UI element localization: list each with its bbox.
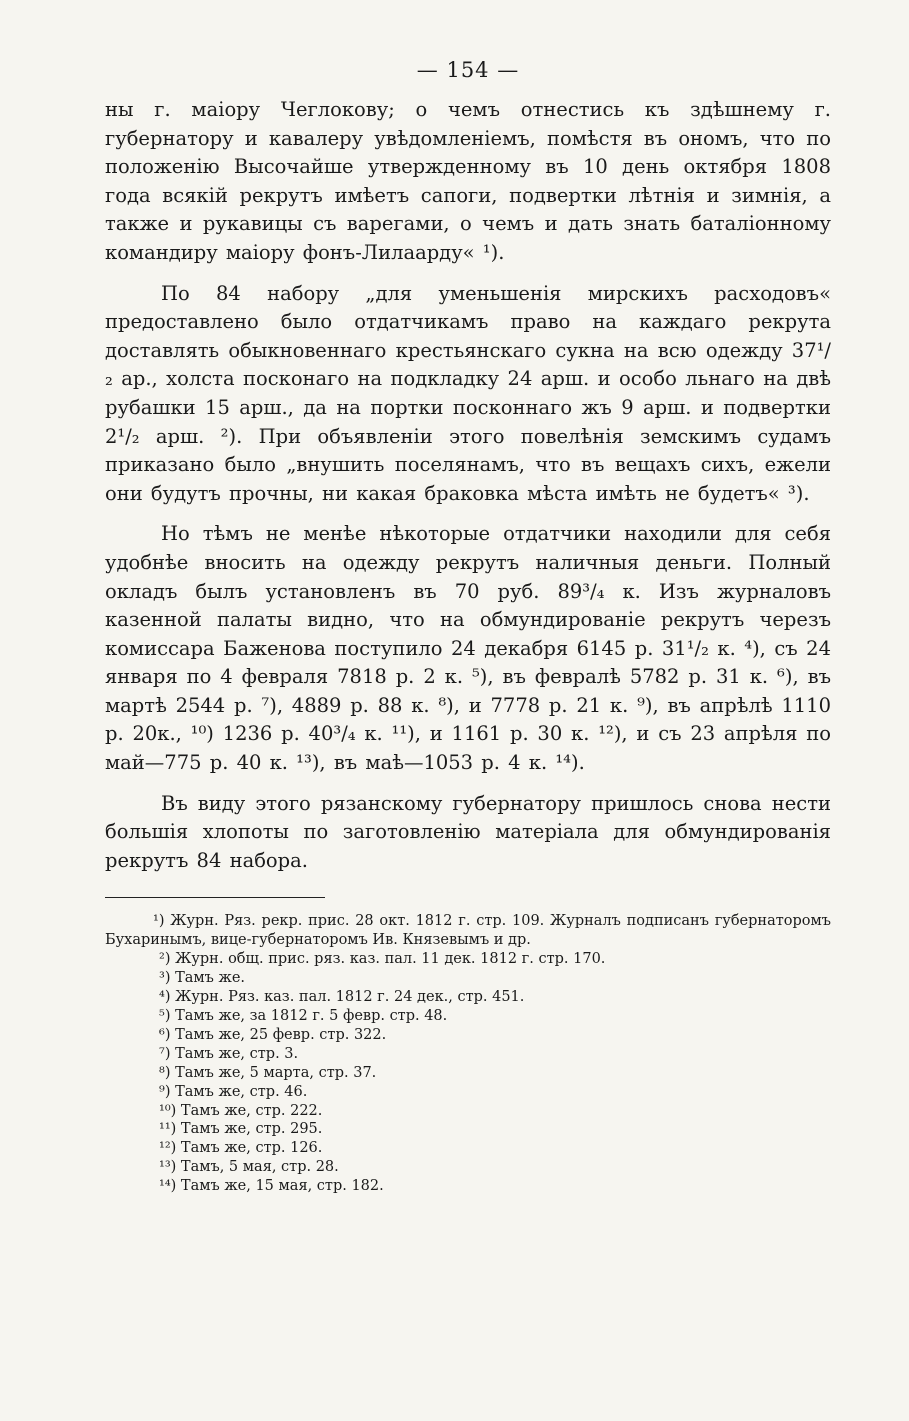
footnote: ¹³) Тамъ, 5 мая, стр. 28. (159, 1159, 339, 1176)
footnote: ⁸) Тамъ же, 5 марта, стр. 37. (159, 1064, 377, 1081)
footnote: ⁴) Журн. Ряз. каз. пал. 1812 г. 24 дек., стр. 451. (159, 989, 525, 1006)
footnote: ¹¹) Тамъ же, стр. 295. (159, 1121, 323, 1138)
paragraph: Но тѣмъ не менѣе нѣкоторые отдатчики находили для себя удобнѣе вносить на одежду рекрутъ наличныя деньги. Полный окладъ былъ установленъ въ 70 руб. 89³/₄ к. Изъ журналовъ казенной палаты видно, что на обмундированіе рекрутъ черезъ комиссара Баженова поступило 24 декабря 6145 р. 31¹/₂ к. ⁴), съ 24 января по 4 февраля 7818 р. 2 к. ⁵), въ февралѣ 5782 р. 31 к. ⁶), въ мартѣ 2544 р. ⁷), 4889 р. 88 к. ⁸), и 7778 р. 21 к. ⁹), въ апрѣлѣ 1110 р. 20к., ¹⁰) 1236 р. 40³/₄ к. ¹¹), и 1161 р. 30 к. ¹²), и съ 23 апрѣля по май—775 р. 40 к. ¹³), въ маѣ—1053 р. 4 к. ¹⁴). (105, 522, 831, 775)
footnote: ¹) Журн. Ряз. рекр. прис. 28 окт. 1812 г. стр. 109. Журналъ подписанъ губернаторомъ Бухаринымъ, вице-губернаторомъ Ив. Князевымъ и др. (105, 913, 831, 949)
footnote: ²) Журн. общ. прис. ряз. каз. пал. 11 дек. 1812 г. стр. 170. (159, 951, 606, 968)
footnote-divider (105, 897, 325, 898)
footnote: ⁵) Тамъ же, за 1812 г. 5 февр. стр. 48. (159, 1007, 448, 1024)
footnote: ⁹) Тамъ же, стр. 46. (159, 1083, 308, 1100)
footnote: ¹⁴) Тамъ же, 15 мая, стр. 182. (159, 1178, 384, 1195)
paragraph: По 84 набору „для уменьшенія мирскихъ расходовъ« предоставлено было отдатчикамъ право на каждаго рекрута доставлять обыкновеннаго крестьянскаго сукна на всю одежду 37¹/₂ ар., холста посконаго на подкладку 24 арш. и особо льнаго на двѣ рубашки 15 арш., да на портки посконнаго жъ 9 арш. и подвертки 2¹/₂ арш. ²). При объявленіи этого повелѣнія земскимъ судамъ приказано было „внушить поселянамъ, что въ вещахъ сихъ, ежели они будутъ прочны, ни какая браковка мѣста имѣть не будетъ« ³). (105, 281, 831, 505)
footnote: ³) Тамъ же. (159, 970, 246, 987)
footnote: ¹⁰) Тамъ же, стр. 222. (159, 1102, 323, 1119)
body-text (105, 96, 831, 875)
page (105, 58, 831, 1196)
paragraph: Въ виду этого рязанскому губернатору пришлось снова нести большія хлопоты по заготовленію матеріала для обмундированія рекрутъ 84 набора. (105, 791, 831, 872)
footnotes (105, 912, 831, 1196)
footnote: ⁷) Тамъ же, стр. 3. (159, 1045, 299, 1062)
footnote: ¹²) Тамъ же, стр. 126. (159, 1140, 323, 1157)
paragraph: ны г. маіору Чеглокову; о чемъ отнестись къ здѣшнему г. губернатору и кавалеру увѣдомленіемъ, помѣстя въ ономъ, что по положенію Высочайше утвержденному въ 10 день октября 1808 года всякій рекрутъ имѣетъ сапоги, подвертки лѣтнія и зимнія, а также и рукавицы съ варегами, о чемъ и дать знать баталіонному командиру маіору фонъ-Лилаарду« ¹). (105, 98, 831, 264)
page-number: — 154 — (416, 58, 520, 82)
footnote: ⁶) Тамъ же, 25 февр. стр. 322. (159, 1026, 387, 1043)
